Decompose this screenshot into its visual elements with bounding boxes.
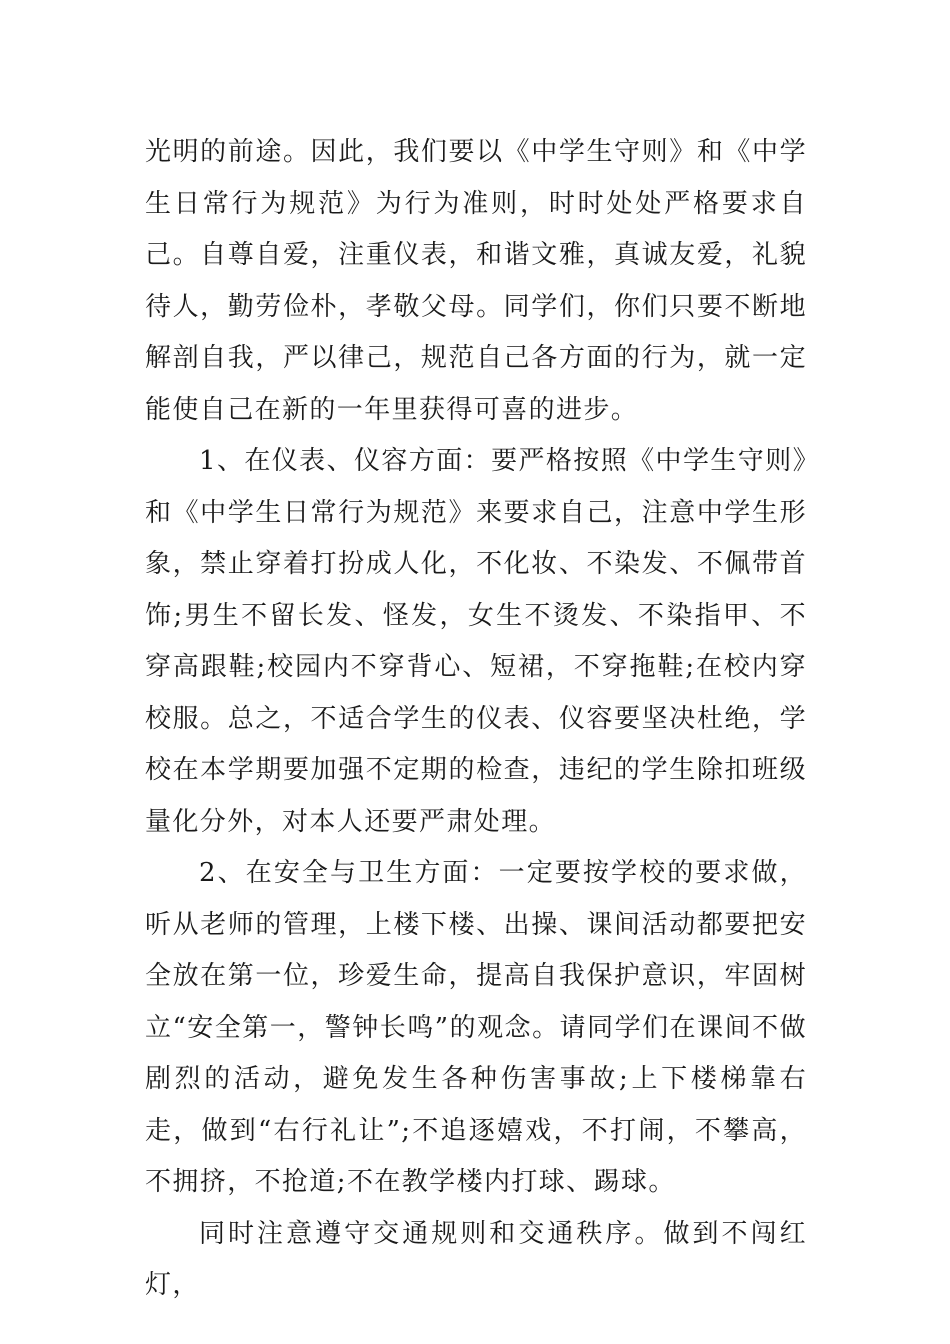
paragraph-safety-hygiene-rules: 2、在安全与卫生方面：一定要按学校的要求做，听从老师的管理，上楼下楼、出操、课间活动都要把安全放在第一位，珍爱生命，提高自我保护意识，牢固树立“安全第一，警钟长鸣”的观念。请同学们在课间不做剧烈的活动，避免发生各种伤害事故;上下楼梯靠右走，做到“右行礼让”;不追逐嬉戏，不打闹，不攀高，不拥挤，不抢道;不在教学楼内打球、踢球。 [145, 858, 807, 1197]
paragraph-traffic-rules: 同时注意遵守交通规则和交通秩序。做到不闯红灯， [145, 1218, 807, 1300]
document-body [145, 127, 807, 1312]
paragraph-appearance-rules: 1、在仪表、仪容方面：要严格按照《中学生守则》和《中学生日常行为规范》来要求自己，注意中学生形象，禁止穿着打扮成人化，不化妆、不染发、不佩带首饰;男生不留长发、怪发，女生不烫发、不染指甲、不穿高跟鞋;校园内不穿背心、短裙，不穿拖鞋;在校内穿校服。总之，不适合学生的仪表、仪容要坚决杜绝，学校在本学期要加强不定期的检查，违纪的学生除扣班级量化分外，对本人还要严肃处理。 [145, 446, 807, 837]
paragraph-continuation: 光明的前途。因此，我们要以《中学生守则》和《中学生日常行为规范》为行为准则，时时处处严格要求自己。自尊自爱，注重仪表，和谐文雅，真诚友爱，礼貌待人，勤劳俭朴，孝敬父母。同学们，你们只要不断地解剖自我，严以律己，规范自己各方面的行为，就一定能使自己在新的一年里获得可喜的进步。 [145, 137, 807, 425]
